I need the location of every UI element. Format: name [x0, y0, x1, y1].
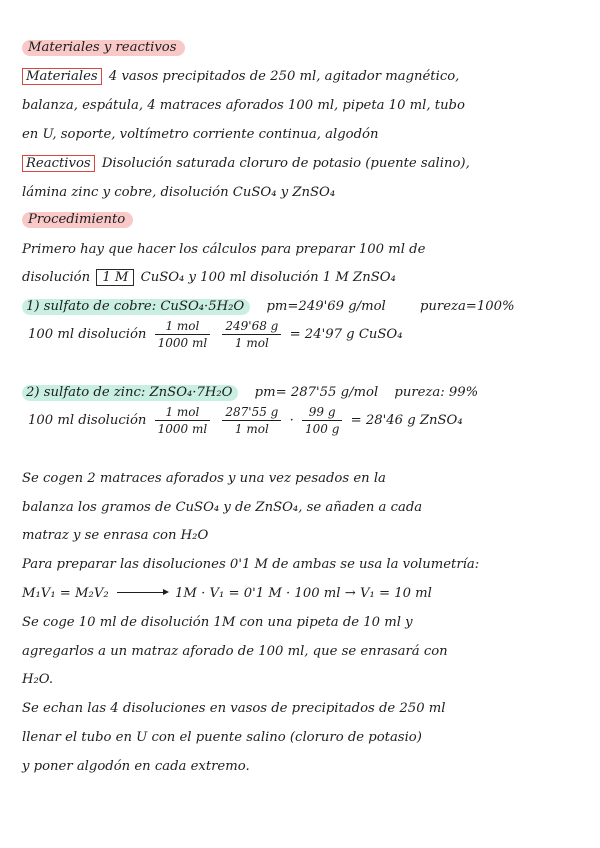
cobre-pm: pm=249'69 g/mol [266, 299, 386, 314]
intro-line-2: disolución 1 M CuSO₄ y 100 ml disolución 1 M ZnSO₄ [22, 270, 396, 285]
concentration-box: 1 M [96, 269, 134, 286]
heading-procedimiento: Procedimiento [22, 210, 580, 230]
cobre-fraction-1: $\frac{\text{1 mol}}{1000 ml}$ [155, 319, 211, 350]
zinc-pureza: pureza: 99% [394, 385, 479, 400]
materiales-line-1: Materiales 4 vasos precipitados de 250 ml, agitador magnético, [22, 67, 580, 87]
cobre-fraction-2: $\frac{249'68 g}{\text{1 mol}}$ [222, 319, 281, 350]
cobre-title: 1) sulfato de cobre: CuSO₄·5H₂O [22, 299, 250, 315]
reactivos-line-1: Reactivos Disolución saturada cloruro de potasio (puente salino), [22, 154, 580, 174]
cobre-result: = 24'97 g CuSO₄ [289, 327, 403, 342]
zinc-fraction-1: $\frac{\text{1 mol}}{1000 ml}$ [155, 405, 211, 436]
paragraph1-line-2: balanza los gramos de CuSO₄ y de ZnSO₄, se añaden a cada [22, 500, 423, 515]
zinc-fraction-2: $\frac{287'55 g}{\text{1 mol}}$ [222, 405, 281, 436]
reactivos-line-2: lámina zinc y cobre, disolución CuSO₄ y ZnSO₄ [22, 185, 336, 200]
paragraph4-line-1: Se echan las 4 disoluciones en vasos de precipitados de 250 ml [22, 701, 446, 716]
paragraph4-line-3: y poner algodón en cada extremo. [22, 759, 250, 774]
materiales-label: Materiales [22, 68, 102, 85]
paragraph3-line-3: H₂O. [22, 672, 54, 687]
heading-materiales-reactivos: Materiales y reactivos [22, 38, 580, 58]
materiales-line-3: en U, soporte, voltímetro corriente continua, algodón [22, 127, 379, 142]
zinc-header [22, 383, 580, 403]
paragraph3-line-1: Se coge 10 ml de disolución 1M con una pipeta de 10 ml y [22, 615, 413, 630]
zinc-result: = 28'46 g ZnSO₄ [350, 413, 463, 428]
materiales-line-2: balanza, espátula, 4 matraces aforados 100 ml, pipeta 10 ml, tubo [22, 98, 465, 113]
reactivos-label: Reactivos [22, 155, 95, 172]
paragraph3-line-2: agregarlos a un matraz aforado de 100 ml, que se enrasará con [22, 644, 448, 659]
zinc-title: 2) sulfato de zinc: ZnSO₄·7H₂O [22, 385, 238, 401]
volumetry-equation: M₁V₁ = M₂V₂ 1M · V₁ = 0'1 M · 100 ml → V₁ = 10 ml [22, 586, 432, 601]
cobre-header [22, 297, 580, 317]
paragraph4-line-2: llenar el tubo en U con el puente salino (cloruro de potasio) [22, 730, 422, 745]
paragraph1-line-3: matraz y se enrasa con H₂O [22, 528, 209, 543]
cobre-pureza: pureza=100% [419, 299, 515, 314]
intro-line-1: Primero hay que hacer los cálculos para preparar 100 ml de [22, 242, 426, 257]
cobre-calculation: 100 ml disolución $\frac{\text{1 mol}}{1000 ml}$ $\frac{249'68 g}{\text{1 mol}}$ = 24'97 g CuSO₄ [28, 319, 403, 350]
zinc-pm: pm= 287'55 g/mol [254, 385, 379, 400]
zinc-fraction-3: $\frac{99 g}{100 g}$ [302, 405, 342, 436]
paragraph1-line-1: Se cogen 2 matraces aforados y una vez pesados en la [22, 471, 386, 486]
arrow-icon [117, 592, 167, 593]
zinc-calculation: 100 ml disolución $\frac{\text{1 mol}}{1000 ml}$ $\frac{287'55 g}{\text{1 mol}}$ · $\frac{99 g}{100 g}$ = 28'46 g ZnSO₄ [28, 405, 463, 436]
paragraph2-line-1: Para preparar las disoluciones 0'1 M de ambas se usa la volumetría: [22, 557, 480, 572]
